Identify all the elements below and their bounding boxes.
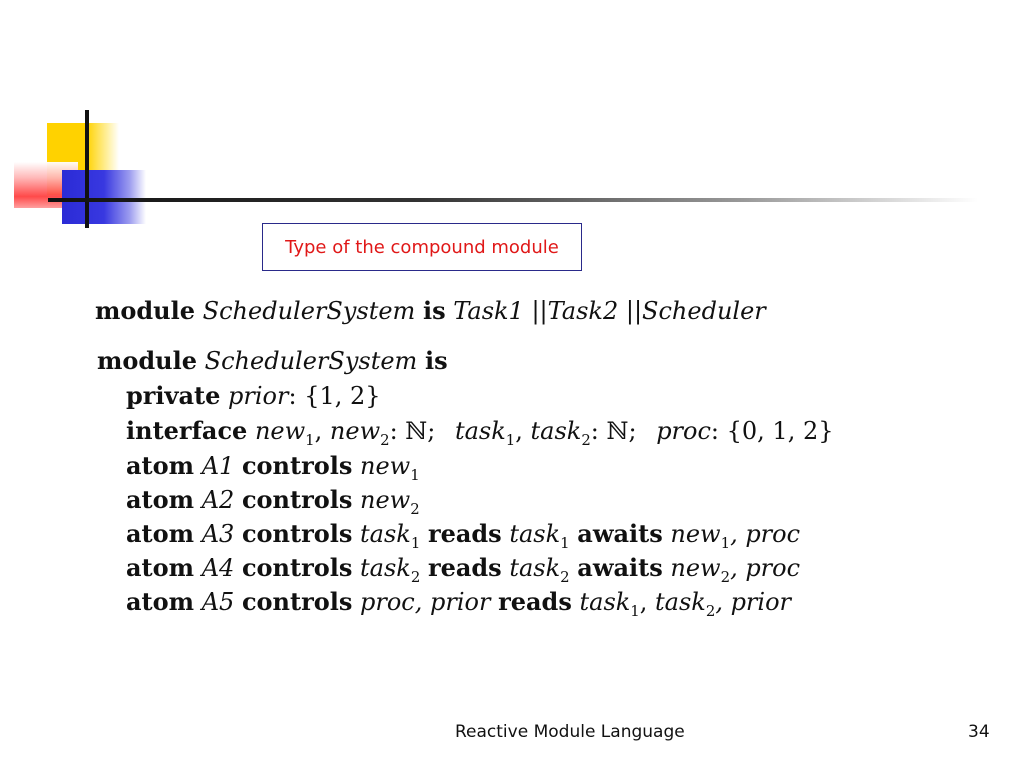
keyword-controls: controls xyxy=(241,587,353,616)
keyword-private: private xyxy=(126,381,221,410)
keyword-controls: controls xyxy=(241,451,353,480)
keyword-is: is xyxy=(422,296,446,325)
page-number: 34 xyxy=(968,722,990,742)
var-task: task xyxy=(530,417,582,445)
subscript: 2 xyxy=(410,567,421,586)
keyword-atom: atom xyxy=(126,553,195,582)
awaits-tail: , proc xyxy=(730,554,801,582)
var-new: new xyxy=(254,417,306,445)
var-prior: prior xyxy=(228,382,289,410)
subscript: 1 xyxy=(410,533,421,552)
keyword-reads: reads xyxy=(427,519,502,548)
subscript: 2 xyxy=(380,430,390,449)
subscript: 1 xyxy=(560,533,570,552)
controls-var: task xyxy=(360,554,411,582)
atom-a1 xyxy=(126,451,420,490)
atom-name: A5 xyxy=(201,588,235,616)
expanded-module-header xyxy=(97,346,448,376)
var-new: new xyxy=(329,417,381,445)
parallel-operator: || xyxy=(531,297,548,325)
decor-vertical-line xyxy=(85,110,89,228)
keyword-controls: controls xyxy=(241,553,353,582)
type-natural: : ℕ; xyxy=(590,417,637,445)
component-task1: Task1 xyxy=(453,297,524,325)
awaits-tail: , proc xyxy=(730,520,801,548)
awaits-var: new xyxy=(670,554,721,582)
annotation-text: Type of the compound module xyxy=(285,236,559,258)
private-declaration xyxy=(126,381,381,411)
keyword-controls: controls xyxy=(241,519,353,548)
keyword-atom: atom xyxy=(126,485,195,514)
compound-module-definition xyxy=(95,296,766,326)
controls-var: proc, prior xyxy=(360,588,491,616)
atom-name: A4 xyxy=(201,554,235,582)
type-prior: : {1, 2} xyxy=(288,382,381,410)
subscript: 2 xyxy=(581,430,591,449)
type-proc: : {0, 1, 2} xyxy=(710,417,834,445)
atom-a4 xyxy=(126,553,800,592)
subscript: 2 xyxy=(705,601,716,620)
controls-var: new xyxy=(360,486,411,514)
keyword-atom: atom xyxy=(126,587,195,616)
controls-var: task xyxy=(360,520,411,548)
parallel-operator: || xyxy=(625,297,643,325)
module-name: SchedulerSystem xyxy=(204,347,418,375)
separator: , xyxy=(515,417,531,445)
keyword-interface: interface xyxy=(126,416,248,445)
keyword-atom: atom xyxy=(126,451,195,480)
reads-var: task xyxy=(579,588,631,616)
atom-name: A1 xyxy=(201,452,235,480)
keyword-reads: reads xyxy=(498,587,572,616)
controls-var: new xyxy=(360,452,411,480)
subscript: 2 xyxy=(560,567,570,586)
type-natural: : ℕ; xyxy=(389,417,436,445)
reads-var: task xyxy=(509,520,561,548)
atom-name: A2 xyxy=(201,486,235,514)
component-task2: Task2 xyxy=(547,297,619,325)
decor-blue-square xyxy=(62,170,146,224)
component-scheduler: Scheduler xyxy=(642,297,766,325)
subscript: 1 xyxy=(410,465,420,484)
reads-var: task xyxy=(509,554,561,582)
var-proc: proc xyxy=(656,417,711,445)
annotation-box xyxy=(262,223,582,271)
keyword-module: module xyxy=(97,346,198,375)
reads-tail: , prior xyxy=(715,588,792,616)
subscript: 2 xyxy=(720,567,731,586)
awaits-var: new xyxy=(670,520,721,548)
interface-declaration xyxy=(126,416,834,455)
atom-a5 xyxy=(126,587,791,626)
keyword-controls: controls xyxy=(241,485,353,514)
separator: , xyxy=(314,417,330,445)
subscript: 1 xyxy=(305,430,315,449)
footer-title: Reactive Module Language xyxy=(455,722,685,742)
atom-a2 xyxy=(126,485,420,524)
keyword-awaits: awaits xyxy=(577,553,663,582)
reads-var: task xyxy=(655,588,706,616)
keyword-module: module xyxy=(95,296,196,325)
atom-name: A3 xyxy=(201,520,235,548)
keyword-is: is xyxy=(424,346,448,375)
subscript: 2 xyxy=(410,499,420,518)
atom-a3 xyxy=(126,519,800,558)
keyword-atom: atom xyxy=(126,519,195,548)
decor-horizontal-rule xyxy=(48,198,978,202)
subscript: 1 xyxy=(505,430,516,449)
subscript: 1 xyxy=(630,601,640,620)
var-task: task xyxy=(454,417,506,445)
keyword-awaits: awaits xyxy=(577,519,663,548)
keyword-reads: reads xyxy=(427,553,502,582)
separator: , xyxy=(639,588,656,616)
subscript: 1 xyxy=(720,533,731,552)
module-name: SchedulerSystem xyxy=(202,297,416,325)
